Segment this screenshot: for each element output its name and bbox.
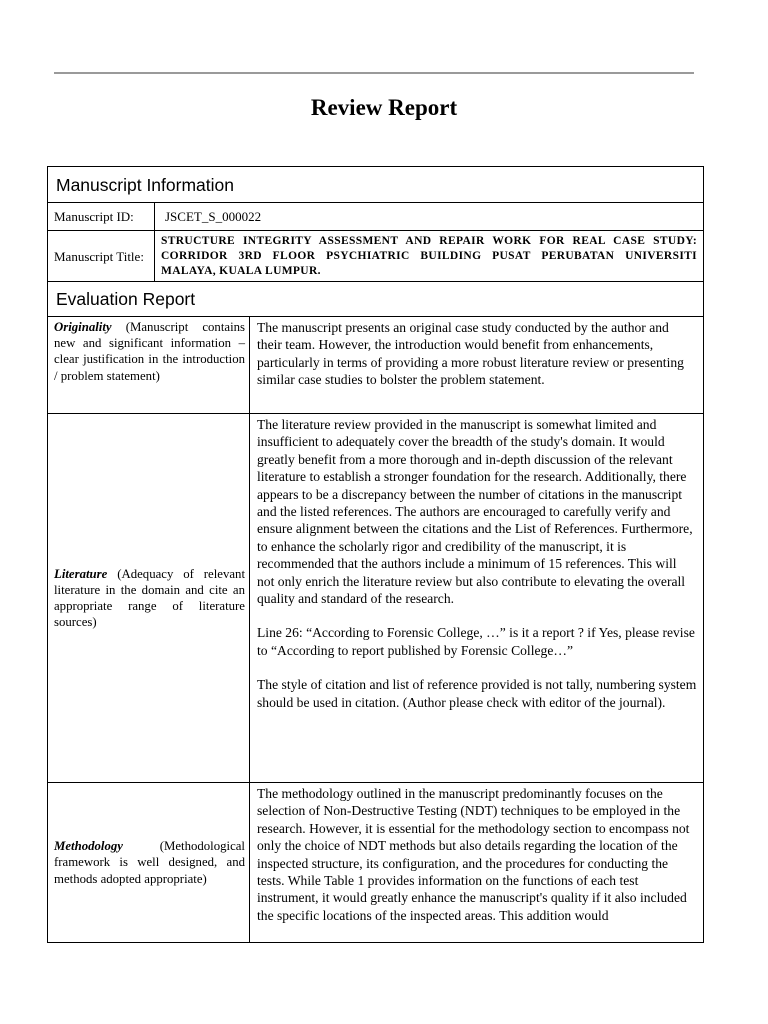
evaluation-heading: Evaluation Report	[48, 282, 704, 317]
manuscript-title-label: Manuscript Title:	[48, 231, 155, 282]
comment-paragraph: The manuscript presents an original case study conducted by the author and their team. However, the introduction would benefit from enhancements, particularly in terms of providing a more robust literature review or presenting similar case studies to bolster the problem statement.	[257, 320, 684, 388]
evaluation-header-row	[48, 282, 704, 317]
manuscript-title-row	[48, 231, 704, 282]
comment-paragraph: Line 26: “According to Forensic College, …” is it a report ? if Yes, please revise to “According to report published by Forensic College…”	[257, 625, 695, 658]
criterion-name: Originality	[54, 320, 112, 334]
criterion-name: Methodology	[54, 839, 123, 854]
header-rule	[54, 72, 694, 74]
criterion-methodology	[48, 783, 250, 943]
comment-originality	[250, 317, 704, 414]
comment-paragraph: The literature review provided in the manuscript is somewhat limited and insufficient to adequately cover the breadth of the study's domain. It would greatly benefit from a more thorough and in-depth discussion of the relevant literature to establish a stronger foundation for the research. Additionally, there appears to be a discrepancy between the number of citations in the manuscript and the listed references. The authors are encouraged to carefully verify and ensure alignment between the citations and the List of References. Furthermore, to enhance the scholarly rigor and credibility of the manuscript, it is recommended that the authors include a minimum of 15 references. This will not only enrich the literature review but also contribute to elevating the overall quality and standard of the research.	[257, 417, 693, 607]
comment-literature	[250, 414, 704, 783]
manuscript-info-header-row	[48, 167, 704, 203]
page-title: Review Report	[310, 95, 458, 120]
manuscript-id-value: JSCET_S_000022	[155, 203, 704, 231]
manuscript-id-label: Manuscript ID:	[48, 203, 155, 231]
manuscript-id-row	[48, 203, 704, 231]
manuscript-title-value: STRUCTURE INTEGRITY ASSESSMENT AND REPAIR WORK FOR REAL CASE STUDY: CORRIDOR 3RD FLOOR PSYCHIATRIC BUILDING PUSAT PERUBATAN UNIVERSITI MALAYA, KUALA LUMPUR.	[155, 231, 704, 282]
criterion-row-originality	[48, 317, 704, 414]
manuscript-info-heading: Manuscript Information	[48, 167, 704, 203]
criterion-literature	[48, 414, 250, 783]
comment-paragraph: The style of citation and list of reference provided is not tally, numbering system should be used in citation. (Author please check with editor of the journal).	[257, 677, 697, 710]
comment-paragraph: The methodology outlined in the manuscript predominantly focuses on the selection of Non-Destructive Testing (NDT) techniques to be employed in the research. However, it is essential for the methodology section to encompass not only the choice of NDT methods but also details regarding the location of the inspected structure, its configuration, and the procedures for conducting the tests. While Table 1 provides information on the functions of each test instrument, it would greatly enhance the manuscript's quality if it also included the specific locations of the inspected areas. This addition would	[257, 786, 690, 923]
criterion-description: (Manuscript contains new and significant information – clear justification in the introduction / problem statement)	[54, 320, 245, 383]
criterion-row-literature	[48, 414, 704, 783]
comment-methodology	[250, 783, 704, 943]
criterion-description: (Methodological framework is well designed, and methods adopted appropriate)	[54, 839, 245, 886]
criterion-name: Literature	[54, 566, 108, 581]
criterion-description: (Adequacy of relevant literature in the domain and cite an appropriate range of literature sources)	[54, 566, 245, 630]
review-report-table	[47, 166, 704, 943]
criterion-row-methodology	[48, 783, 704, 943]
criterion-originality	[48, 317, 250, 414]
